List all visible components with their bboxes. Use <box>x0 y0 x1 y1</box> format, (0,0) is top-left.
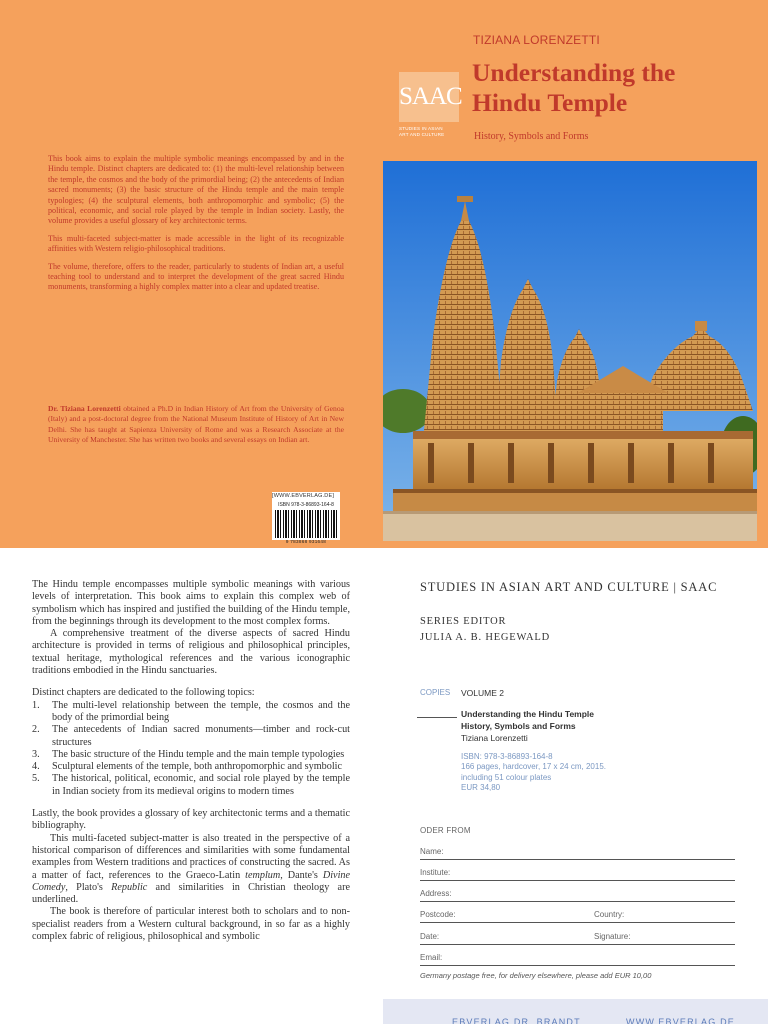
blurb-paragraph-1: This book aims to explain the multiple symbolic meanings encompassed by and in the Hindu temple. Distinct chapters are dedicated to: (1) the multi-level relationship between the temple, the cosmos and the body of the primordial being; (2) the antecedents of Indian sacred monuments; (3) the basic structure of the Hindu temple and the main temple typologies; (4) the sculptural elements, both anthropomorphic and symbolic; (5) the political, economic, and social role played by the temple in Indian society. Lastly, the volume provides a useful glossary of key architectonic terms. <box>48 154 344 226</box>
saac-logo <box>399 72 462 142</box>
cover-title-line2: Hindu Temple <box>472 88 628 117</box>
temple-photo <box>383 161 757 541</box>
order-from-heading: ODER FROM <box>420 826 471 835</box>
saac-logo-caption <box>399 126 459 138</box>
publisher-website-small: [WWW.EBVERLAG.DE] <box>272 493 335 499</box>
list-item: 3. The basic structure of the Hindu temple and the main temple typologies <box>32 748 345 760</box>
volume-price: EUR 34,80 <box>461 783 501 793</box>
saac-logo-caption-line1: STUDIES IN ASIAN <box>399 126 443 131</box>
institute-field[interactable] <box>420 880 735 881</box>
series-title: STUDIES IN ASIAN ART AND CULTURE | SAAC <box>420 580 718 594</box>
volume-isbn: ISBN: 978-3-86893-164-8 <box>461 752 553 761</box>
cover-subtitle: History, Symbols and Forms <box>474 131 589 142</box>
series-editor <box>420 614 550 646</box>
name-label: Name: <box>420 847 444 856</box>
volume-details <box>461 752 606 794</box>
list-item: 1. The multi-level relationship between the temple, the cosmos and the body of the primordial being <box>32 699 350 723</box>
isbn-label: ISBN 978-3-86893-164-8 <box>278 502 334 508</box>
cover-title-line1: Understanding the <box>472 58 676 87</box>
footer-website[interactable]: WWW.EBVERLAG.DE <box>626 1017 736 1024</box>
series-editor-label: SERIES EDITOR <box>420 616 507 627</box>
back-cover-blurb <box>48 154 344 300</box>
barcode-panel <box>272 492 340 544</box>
saac-logo-caption-line2: ART AND CULTURE <box>399 132 445 137</box>
postage-note: Germany postage free, for delivery elsewhere, please add EUR 10,00 <box>420 971 652 980</box>
list-item: 4. Sculptural elements of the temple, both anthropomorphic and symbolic <box>32 761 342 773</box>
institute-label: Institute: <box>420 868 451 877</box>
volume-format: 166 pages, hardcover, 17 x 24 cm, 2015. <box>461 762 606 772</box>
temple-illustration <box>383 161 757 541</box>
email-field[interactable] <box>420 965 735 966</box>
name-field[interactable] <box>420 859 735 860</box>
country-label: Country: <box>594 910 625 919</box>
desc-intro: The Hindu temple encompasses multiple symbolic meanings with various levels of interpretation. This book aims to explain this complex web of symbolism which has inspired and justified the building of the Hindu temple, from the beginnings through its development to the most complex forms. <box>32 579 350 627</box>
address-field[interactable] <box>420 901 735 902</box>
volume-label: VOLUME 2 <box>461 688 504 698</box>
barcode-image <box>275 510 337 538</box>
date-label: Date: <box>420 932 440 941</box>
barcode-number: 9 783868 931648 <box>285 539 327 544</box>
blurb-paragraph-3: The volume, therefore, offers to the reader, particularly to students of Indian art, a useful teaching tool to understand and to interpret the development of the great sacred Hindu monuments, transforming a highly complex matter into a clear and updated treatise. <box>48 261 344 292</box>
copies-label: COPIES <box>420 688 451 697</box>
copies-field[interactable] <box>417 717 457 718</box>
volume-title <box>461 709 594 732</box>
desc-paragraph-4: This multi-faceted subject-matter is also treated in the perspective of a historical comparison of differences and similarities with some fundamental examples from Western traditions and practices of constructing the sacred. As a matter of fact, references to the Graeco-Latin templum, Dante's Divine Comedy, Plato's Republic and similarities in Christian theology are underlined. <box>32 832 351 906</box>
desc-topics-intro: Distinct chapters are dedicated to the following topics: <box>32 687 255 699</box>
blurb-paragraph-2: This multi-faceted subject-matter is made accessible in the light of its recognizable affinities with Western religio-philosophical traditions. <box>48 233 344 254</box>
desc-paragraph-5: The book is therefore of particular interest both to scholars and to non-specialist readers from a Western cultural background, in so far as a highly complex fabric of religious, philosophical and symbolic <box>32 906 350 943</box>
volume-title-line1: Understanding the Hindu Temple <box>461 709 595 719</box>
postcode-label: Postcode: <box>420 910 456 919</box>
volume-title-line2: History, Symbols and Forms <box>461 720 576 731</box>
series-editor-name: JULIA A. B. HEGEWALD <box>420 632 551 643</box>
email-label: Email: <box>420 953 443 962</box>
volume-plates: including 51 colour plates <box>461 772 552 782</box>
list-item: 2. The antecedents of Indian sacred monuments—timber and rock-cut structures <box>32 724 350 748</box>
postcode-country-field[interactable] <box>420 922 735 923</box>
volume-author: Tiziana Lorenzetti <box>461 733 528 743</box>
address-label: Address: <box>420 889 452 898</box>
back-cover <box>0 0 383 548</box>
list-item: 5. The historical, political, economic, and social role played by the temple in Indian society from its medieval origins to modern times <box>32 773 350 797</box>
saac-logo-mark: SAAC <box>399 72 459 122</box>
footer-publisher: EBVERLAG DR. BRANDT <box>452 1017 581 1024</box>
cover-author: TIZIANA LORENZETTI <box>473 33 600 47</box>
date-signature-field[interactable] <box>420 944 735 945</box>
topics-list <box>32 700 350 798</box>
signature-label: Signature: <box>594 932 631 941</box>
author-bio-text: obtained a Ph.D in Indian History of Art from the University of Genoa (Italy) and a post-doctoral degree from the National Museum Institute of History of Art in New Delhi. She has taught at Sapienza University of Rome and was a Research Associate at the University of Manchester. She has written two books and several essays on Indian art. <box>48 404 344 445</box>
author-bio <box>48 404 344 446</box>
cover-title <box>472 58 762 118</box>
author-bio-name: Dr. Tiziana Lorenzetti <box>48 404 121 413</box>
desc-paragraph-3: Lastly, the book provides a glossary of key architectonic terms and a thematic bibliography. <box>32 808 350 832</box>
desc-paragraph-2: A comprehensive treatment of the diverse aspects of sacred Hindu architecture is provided in terms of religious and philosophical principles, textual heritage, mythological references and the various iconographic traditions embodied in the Hindu sanctuaries. <box>32 628 350 677</box>
book-description <box>32 579 350 943</box>
